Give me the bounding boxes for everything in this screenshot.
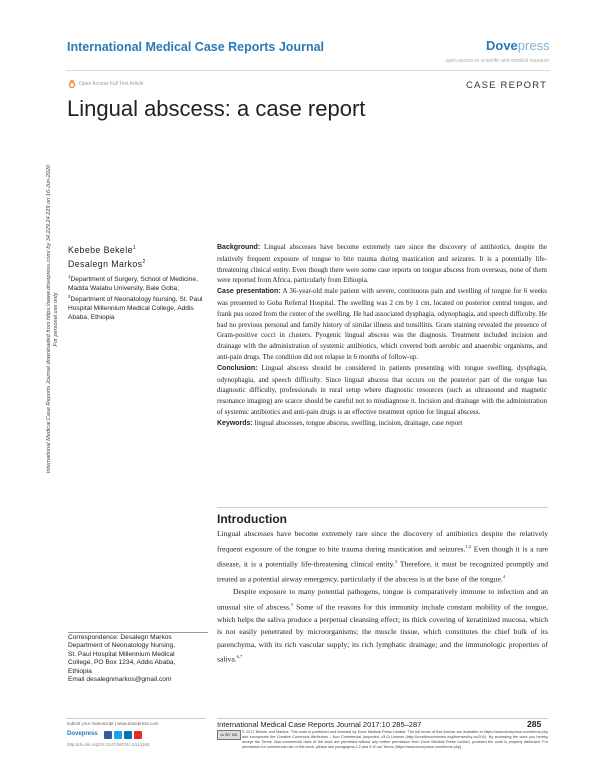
journal-citation: International Medical Case Reports Journal 2017:10 285–287 bbox=[217, 720, 422, 729]
article-title: Lingual abscess: a case report bbox=[67, 96, 366, 121]
conclusion-text: Lingual abscess should be considered in patients presenting with tongue swelling, dysphagia, odynophagia, and speech difficulty. Since lingual abscess that occurs on the posterior part of the tongue has diagnostic difficulty, professionals in rural setup where diagnostic resources (such as ultrasound and magnetic resonance imaging) are scarce should be careful not to misdiagnose it. Incision and drainage with the administration of systemic antibiotics and anti-pain drugs is an effective treatment option for lingual abscess. bbox=[217, 363, 548, 416]
conclusion-label: Conclusion: bbox=[217, 364, 258, 372]
text-run: Therefore, it must be recognized promptly and treated as a potential airway emergency, particularly if the abscess is at the base of the tongue. bbox=[217, 559, 548, 584]
abstract bbox=[217, 242, 547, 430]
correspondence bbox=[68, 634, 210, 684]
affil-sup: 2 bbox=[68, 294, 71, 300]
corr-line: College, PO Box 1234, Addis Ababa, bbox=[68, 659, 176, 667]
cc-license-icon[interactable]: cc BY NC bbox=[217, 730, 241, 740]
footer-divider bbox=[217, 718, 548, 719]
abstract-conclusion bbox=[217, 363, 547, 418]
background-label: Background: bbox=[217, 244, 261, 251]
download-watermark bbox=[46, 149, 60, 489]
author-affil-sup: 1 bbox=[132, 245, 137, 251]
author-affil-sup: 2 bbox=[142, 258, 146, 265]
author-list bbox=[68, 242, 146, 270]
journal-name: International Medical Case Reports Journal bbox=[67, 40, 325, 54]
text-run: Even though it is a rare disease, it is a potentially life-threatening clinical entity. bbox=[217, 544, 548, 569]
author-name: Kebebe Bekele bbox=[68, 244, 133, 255]
case-text: A 36-year-old male patient with severe, continuous pain and swelling of tongue for 6 weeks was presented to Goba Referral Hospital. The swelling was 2 cm by 1 cm, located on posterior central tongue, and frank pus oozed from the center of the swelling. He had associated dysphagia, odynophagia, and speech difficulty. He had no previous personal and family history of similar illness and tonsillitis. Gram staining revealed the presence of Gram-positive cocci in clusters. Pyogenic lingual abscess was the diagnosis. Treatment included incision and drainage with the administration of systemic antibiotics, which covered both aerobic and anaerobic organisms, and anti-pain drugs. The condition did not relapse in 6 months of follow-up. bbox=[217, 287, 547, 361]
download-notice: International Medical Case Reports Journal downloaded from https://www.dovepress.com/ by 34.229.24.229 on 16-Jun-2020 bbox=[46, 164, 52, 474]
keywords-label: Keywords: bbox=[217, 419, 253, 427]
author-name: Desalegn Markos bbox=[68, 258, 143, 269]
affiliation-2: Department of Neonatology Nursing, St. Paul Hospital Millennium Medical College, Addis Ababa, Ethiopia bbox=[68, 296, 203, 321]
citation[interactable]: 6,7 bbox=[236, 654, 243, 660]
open-access-label: Open Access Full Text Article bbox=[79, 81, 144, 87]
correspondence-divider bbox=[68, 632, 208, 633]
twitter-icon[interactable] bbox=[114, 731, 122, 739]
facebook-icon[interactable] bbox=[104, 731, 112, 739]
footer-divider bbox=[66, 718, 206, 719]
personal-use-notice: For personal use only. bbox=[53, 291, 59, 347]
youtube-icon[interactable] bbox=[134, 731, 142, 739]
publisher-tagline: open access to scientific and medical research bbox=[445, 58, 549, 64]
background-text: Lingual abscesses have become extremely rare since the discovery of antibiotics, despite the relatively frequent exposure of tongue to bite trauma during mastication and seizures. It is a potentially life-threatening clinical entity. Even though there were some case reports on tongue abscess from overseas, none of them were reported from Africa, particularly from Ethiopia. bbox=[217, 243, 547, 285]
corr-email[interactable]: Email desalegnmarkos@gmail.com bbox=[68, 676, 172, 684]
keywords-text: lingual abscesses, tongue abscess, swelling, incision, drainage, case report bbox=[254, 418, 463, 427]
text-run: Some of the reasons for this immunity include constant mobility of the tongue, which helps the saliva produce a perpetual cleansing effect; its thick covering of keratinized mucosa, which is not easily penetrated by microorganisms; the muscle tissue, which constitutes the chief bulk of its parenchyma, with its rich vascular supply; its rich lymphatic drainage; and the immunologic properties of saliva. bbox=[217, 602, 548, 664]
citation[interactable]: 4 bbox=[502, 573, 505, 579]
affil-sup: 1 bbox=[68, 274, 71, 279]
license-text: © 2017 Bekele and Markos. This work is published and licensed by Dove Medical Press Limited. The full terms of this license are available at https://www.dovepress.com/terms.php and incorporate the Creative Commons Attribution – Non Commercial (unported, v3.0) License (http://creativecommons.org/licenses/by-nc/3.0/). By accessing the work you hereby accept the Terms. Non-commercial uses of the work are permitted without any further permission from Dove Medical Press Limited, provided the work is properly attributed. For permission for commercial use of this work, please see paragraphs 4.2 and 5 of our Terms (https://www.dovepress.com/terms.php). bbox=[242, 730, 548, 749]
abstract-background bbox=[217, 242, 547, 286]
abstract-divider bbox=[217, 507, 548, 508]
abstract-keywords bbox=[217, 418, 547, 430]
abstract-case bbox=[217, 286, 547, 363]
citation[interactable]: 3 bbox=[394, 558, 398, 564]
page-number: 285 bbox=[527, 719, 542, 729]
introduction-body bbox=[217, 528, 548, 667]
intro-paragraph bbox=[217, 528, 548, 586]
doi-link[interactable]: http://dx.doi.org/10.2147/IMCRJ.S114165 bbox=[67, 742, 150, 747]
article-type: CASE REPORT bbox=[466, 80, 548, 91]
dovepress-footer-logo[interactable]: Dovepress bbox=[67, 731, 98, 737]
submit-link[interactable]: submit your manuscript | www.dovepress.com bbox=[67, 721, 159, 726]
corr-line: Ethiopia bbox=[68, 667, 92, 675]
corr-line: Department of Neonatology Nursing, bbox=[68, 642, 176, 650]
open-access-icon bbox=[68, 80, 76, 88]
linkedin-icon[interactable] bbox=[124, 731, 132, 739]
text-run: Lingual abscesses have become extremely rare since the discovery of antibiotics despite the relatively frequent exposure of the tongue to bite trauma during mastication and seizures. bbox=[217, 529, 548, 554]
corr-line: Correspondence: Desalegn Markos bbox=[68, 634, 172, 641]
affiliations bbox=[68, 273, 206, 322]
affiliation-1: Department of Surgery, School of Medicine, Madda Walabu University, Bale Goba; bbox=[68, 276, 198, 292]
text-run: Despite exposure to many potential pathogens, tongue is comparatively immune to infection and an unusual site of abscess. bbox=[217, 586, 548, 612]
publisher-logo[interactable] bbox=[486, 38, 550, 53]
publisher-suffix: press bbox=[517, 38, 550, 53]
section-heading: Introduction bbox=[217, 512, 287, 526]
corr-line: St. Paul Hospital Millennium Medical bbox=[68, 650, 175, 658]
case-label: Case presentation: bbox=[217, 288, 281, 296]
citation[interactable]: 5 bbox=[290, 601, 294, 607]
header-divider bbox=[66, 70, 550, 71]
publisher-name: Dove bbox=[486, 38, 518, 53]
intro-paragraph bbox=[217, 586, 548, 667]
citation[interactable]: 1,2 bbox=[465, 543, 472, 549]
